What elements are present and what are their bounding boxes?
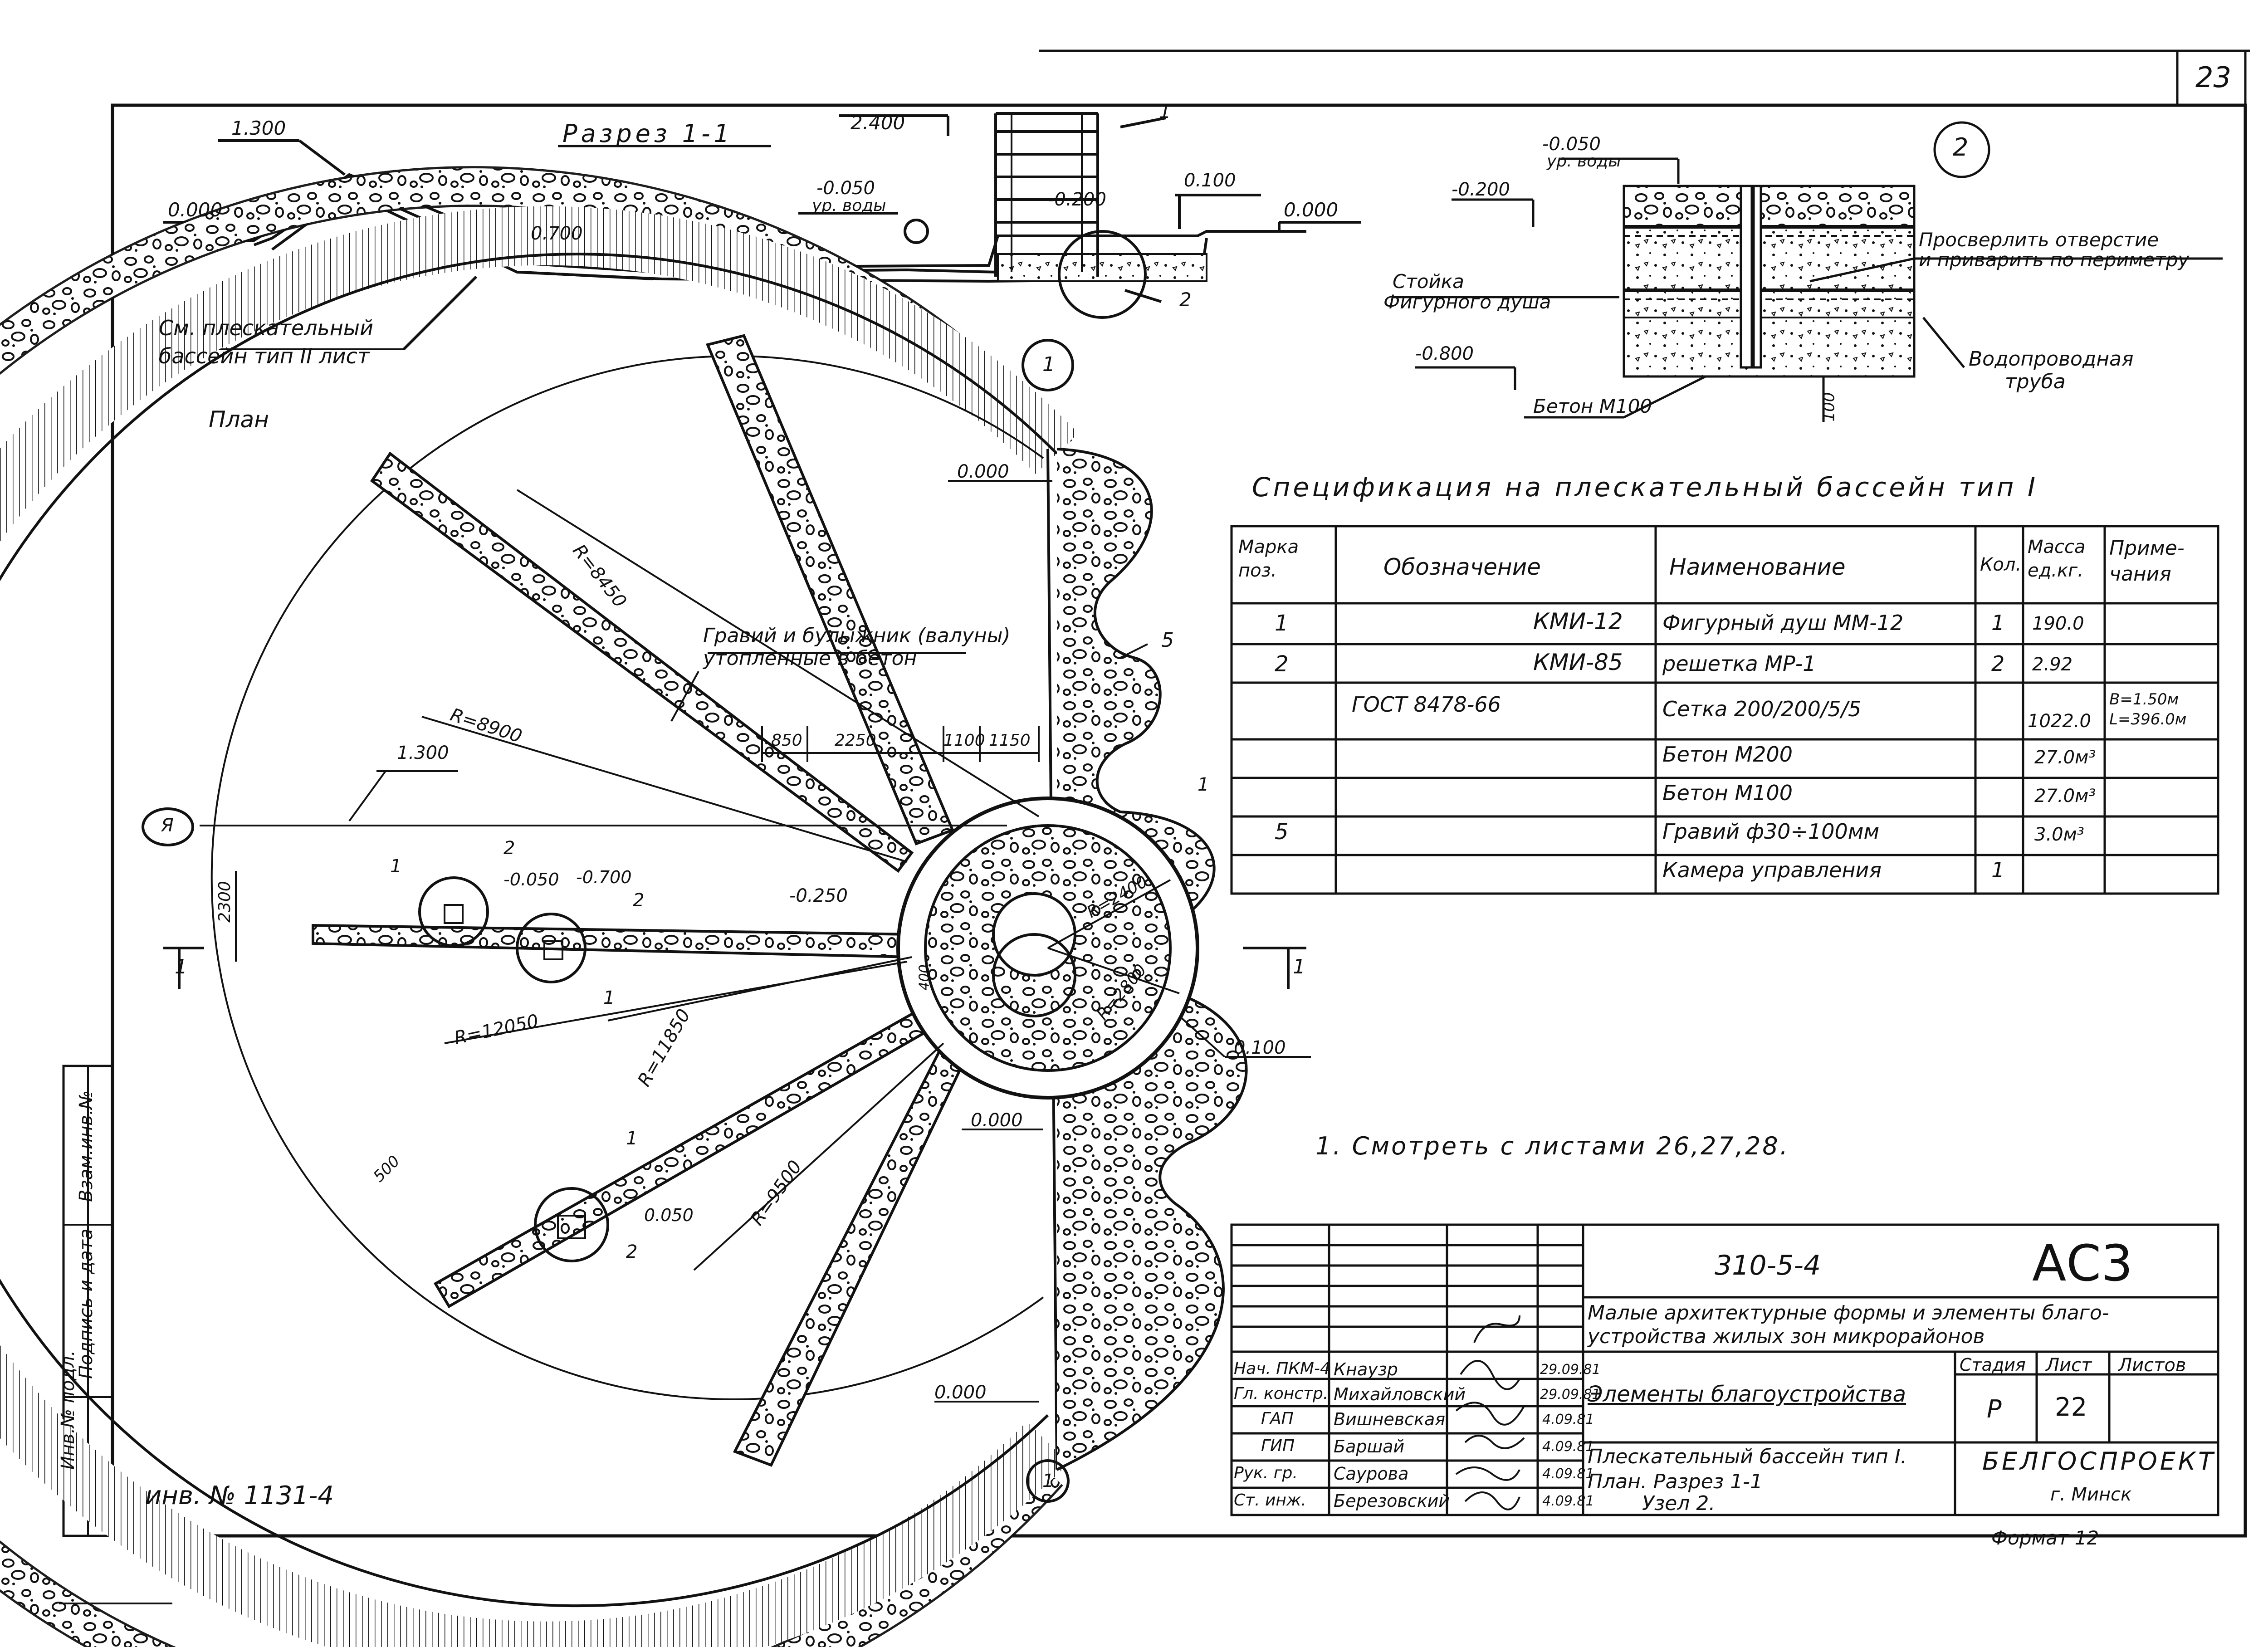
stamp-inv-number-label: Инв.№ подл.: [58, 1350, 78, 1470]
spec-header-name: Наименование: [1669, 554, 1846, 580]
detail-drill-2: и приварить по периметру: [1919, 249, 2190, 271]
plan-radius-8450: R=8450: [568, 540, 631, 612]
plan-elev-0000-top: 0.000: [957, 461, 1009, 482]
plan-elev-0000-mid: 0.000: [971, 1110, 1023, 1131]
tb-org: БЕЛГОСПРОЕКТ: [1982, 1447, 2216, 1476]
tb-staff-role-5: Рук. гр.: [1234, 1464, 1298, 1482]
detail-drill-1: Просверлить отверстие: [1919, 229, 2159, 251]
section-elev-0200: -0.200: [1048, 189, 1106, 210]
plan-elev-0050b: 0.050: [644, 1205, 694, 1225]
tb-stage-label: Стадия: [1960, 1355, 2026, 1375]
spec-header-designation: Обозначение: [1383, 554, 1541, 580]
spec-r5-name: Бетон М100: [1662, 781, 1793, 805]
plan-section-mark-left: 1: [175, 955, 187, 978]
plan-dim-2250: 2250: [835, 731, 876, 750]
spec-r3-mass: 1022.0: [2028, 711, 2091, 732]
tb-staff-name-1: Кнаузр: [1334, 1359, 1398, 1379]
stamp-replaced-label: Взам.инв.№: [76, 1090, 97, 1202]
plan-elev-0250: -0.250: [789, 885, 848, 906]
plan-axis-label: Я: [161, 815, 174, 836]
spec-header-notes: Приме- чания: [2109, 537, 2185, 586]
plan-dim-400: 400: [916, 964, 933, 991]
plan-section-mark-right: 1: [1293, 955, 1305, 978]
spec-title: Спецификация на плескательный бассейн тип I: [1252, 472, 2038, 503]
page-number: 23: [2195, 61, 2231, 94]
plan-radius-11850: R=11850: [634, 1005, 695, 1090]
spec-r2-designation: КМИ-85: [1533, 649, 1623, 675]
spec-r1-name: Фигурный душ ММ-12: [1662, 611, 1904, 635]
plan-title: План: [209, 406, 269, 433]
tb-stage: Р: [1987, 1395, 2002, 1423]
plan-gravel-2: утопленные в бетон: [703, 647, 917, 670]
spec-header-pos: Марка поз.: [1238, 537, 1299, 581]
tb-project-code: 310-5-4: [1715, 1250, 1821, 1281]
spec-r4-name: Бетон М200: [1662, 742, 1793, 767]
detail-elev-0200: -0.200: [1452, 179, 1510, 200]
detail-post-2: Фигурного душа: [1383, 291, 1551, 313]
spec-r6-mass: 3.0м³: [2034, 824, 2084, 845]
tb-project-name-1: Малые архитектурные формы и элементы благо-: [1588, 1301, 2109, 1324]
detail-water-level: ур. воды: [1547, 152, 1621, 171]
spec-r2-pos: 2: [1275, 651, 1289, 677]
detail-pipe-2: труба: [2005, 370, 2066, 393]
spec-r3-name: Сетка 200/200/5/5: [1662, 697, 1862, 721]
plan-circle-1-top: 1: [1042, 353, 1055, 376]
plan-dim-850: 850: [771, 731, 802, 750]
tb-staff-name-4: Баршай: [1334, 1437, 1405, 1456]
plan-elev-0100: 0.100: [1234, 1037, 1286, 1058]
plan: [0, 186, 1311, 1647]
spec-r2-name: решетка МР-1: [1662, 651, 1816, 676]
plan-callout-5: 5: [1161, 629, 1174, 652]
plan-radius-9500: R=9500: [746, 1157, 807, 1229]
spec-header-qty: Кол.: [1980, 554, 2022, 575]
tb-staff-name-3: Вишневская: [1334, 1409, 1446, 1429]
spec-r6-name: Гравий ф30÷100мм: [1662, 819, 1880, 844]
tb-city: г. Минск: [2050, 1484, 2132, 1505]
plan-dim-1150: 1150: [989, 731, 1031, 750]
detail-2: [1393, 122, 2223, 422]
plan-radius-12050: R=12050: [452, 1010, 541, 1049]
spec-r2-qty: 2: [1991, 651, 2005, 676]
tb-drawing-name-3: Узел 2.: [1642, 1492, 1716, 1515]
plan-elev-0050: -0.050: [503, 870, 559, 889]
tb-staff-name-2: Михайловский: [1334, 1384, 1466, 1404]
tb-staff-date-3: 4.09.81: [1542, 1412, 1594, 1427]
plan-callout-2-grating-b: 2: [633, 890, 645, 911]
tb-drawing-name-2: План. Разрез 1-1: [1588, 1470, 1763, 1493]
plan-callout-1-shower: 1: [1198, 774, 1209, 795]
plan-dim-1300: 1.300: [397, 743, 449, 763]
plan-dim-1100: 1100: [943, 731, 985, 750]
section-elev-0000-right: 0.000: [1284, 199, 1339, 221]
spec-r4-mass: 27.0м³: [2034, 747, 2096, 768]
spec-r5-mass: 27.0м³: [2034, 786, 2096, 806]
spec-r2-mass: 2.92: [2032, 654, 2073, 675]
tb-format: Формат 12: [1991, 1527, 2099, 1549]
stamp-signature-label: Подпись и дата: [76, 1228, 97, 1379]
tb-staff-role-3: ГАП: [1261, 1409, 1294, 1428]
section-elev-2400: 2.400: [850, 112, 905, 134]
plan-elev-0700: -0.700: [576, 867, 632, 887]
section-elev-0050: -0.050: [816, 178, 875, 199]
detail-number: 2: [1953, 133, 1969, 161]
detail-elev-0800: -0.800: [1415, 343, 1474, 364]
tb-staff-date-6: 4.09.81: [1542, 1493, 1594, 1509]
tb-sheets-label: Листов: [2118, 1355, 2186, 1376]
tb-sheet-code: АС3: [2032, 1234, 2133, 1292]
detail-dim-100: 100: [1820, 392, 1838, 422]
section-callout-2: 2: [1179, 288, 1192, 311]
section-water-level: ур. воды: [812, 196, 886, 215]
tb-staff-role-1: Нач. ПКМ-4: [1234, 1359, 1330, 1378]
spec-r1-pos: 1: [1275, 611, 1289, 636]
spec-r1-qty: 1: [1991, 611, 2005, 635]
spec-r1-designation: КМИ-12: [1533, 608, 1623, 635]
tb-project-name-2: устройства жилых зон микрорайонов: [1588, 1325, 1985, 1348]
detail-post-1: Стойка: [1393, 270, 1464, 293]
tb-staff-role-4: ГИП: [1261, 1437, 1295, 1455]
plan-callout-2-bottom: 2: [626, 1241, 638, 1262]
tb-drawing-name-1: Плескательный бассейн тип I.: [1588, 1445, 1907, 1468]
section-see-note-1: См. плескательный: [159, 316, 374, 340]
section-callout-1: 1: [1159, 100, 1171, 122]
plan-radius-8900: R=8900: [447, 704, 525, 748]
plan-gravel-1: Гравий и булыжник (валуны): [703, 624, 1011, 647]
tb-staff-date-5: 4.09.81: [1542, 1466, 1594, 1482]
tb-staff-name-5: Саурова: [1334, 1464, 1409, 1484]
plan-callout-1-mid: 1: [603, 987, 615, 1008]
tb-staff-date-1: 29.09.81: [1540, 1362, 1601, 1378]
tb-staff-role-6: Ст. инж.: [1234, 1491, 1306, 1510]
tb-staff-name-6: Березовский: [1334, 1491, 1450, 1511]
spec-r7-qty: 1: [1991, 858, 2005, 882]
plan-dim-2300: 2300: [215, 881, 234, 923]
plan-circle-1-bottom: 1: [1042, 1471, 1054, 1491]
tb-section-name: Элементы благоустройства: [1588, 1382, 1906, 1407]
section-elev-0700: 0.700: [531, 223, 583, 244]
plan-radius-2800: R=2800: [1093, 961, 1150, 1024]
spec-r7-name: Камера управления: [1662, 858, 1882, 882]
plan-radius-2400: R=2400: [1084, 872, 1151, 922]
spec-r6-pos: 5: [1275, 819, 1289, 845]
drawing-note: 1. Смотреть с листами 26,27,28.: [1315, 1132, 1789, 1160]
plan-elev-0000-bot: 0.000: [934, 1382, 987, 1403]
tb-staff-date-4: 4.09.81: [1542, 1439, 1594, 1455]
section-elev-0000-left: 0.000: [168, 199, 223, 221]
section-elev-0100: 0.100: [1184, 170, 1236, 191]
detail-concrete: Бетон М100: [1533, 395, 1652, 417]
detail-pipe-1: Водопроводная: [1969, 347, 2134, 371]
section-elev-1300: 1.300: [231, 117, 286, 139]
spec-r3-note: B=1.50м L=396.0м: [2109, 690, 2187, 729]
plan-dim-500: 500: [370, 1152, 404, 1186]
plan-callout-2-grating: 2: [503, 838, 515, 859]
tb-sheet: 22: [2055, 1393, 2087, 1422]
spec-r1-mass: 190.0: [2032, 613, 2084, 634]
section-see-note-2: бассейн тип II лист: [159, 344, 370, 368]
spec-header-mass: Масса ед.кг.: [2028, 537, 2086, 581]
tb-staff-role-2: Гл. констр.: [1234, 1384, 1329, 1403]
inventory-number: инв. № 1131-4: [145, 1481, 334, 1510]
section-title: Разрез 1-1: [562, 119, 733, 148]
plan-callout-1-grating: 1: [390, 856, 402, 877]
detail-elev-0050: -0.050: [1542, 134, 1601, 155]
plan-callout-1-bottom: 1: [626, 1128, 638, 1149]
tb-sheet-label: Лист: [2046, 1355, 2092, 1376]
spec-r3-designation: ГОСТ 8478-66: [1352, 692, 1501, 717]
tb-staff-date-2: 29.09.81: [1540, 1387, 1601, 1403]
